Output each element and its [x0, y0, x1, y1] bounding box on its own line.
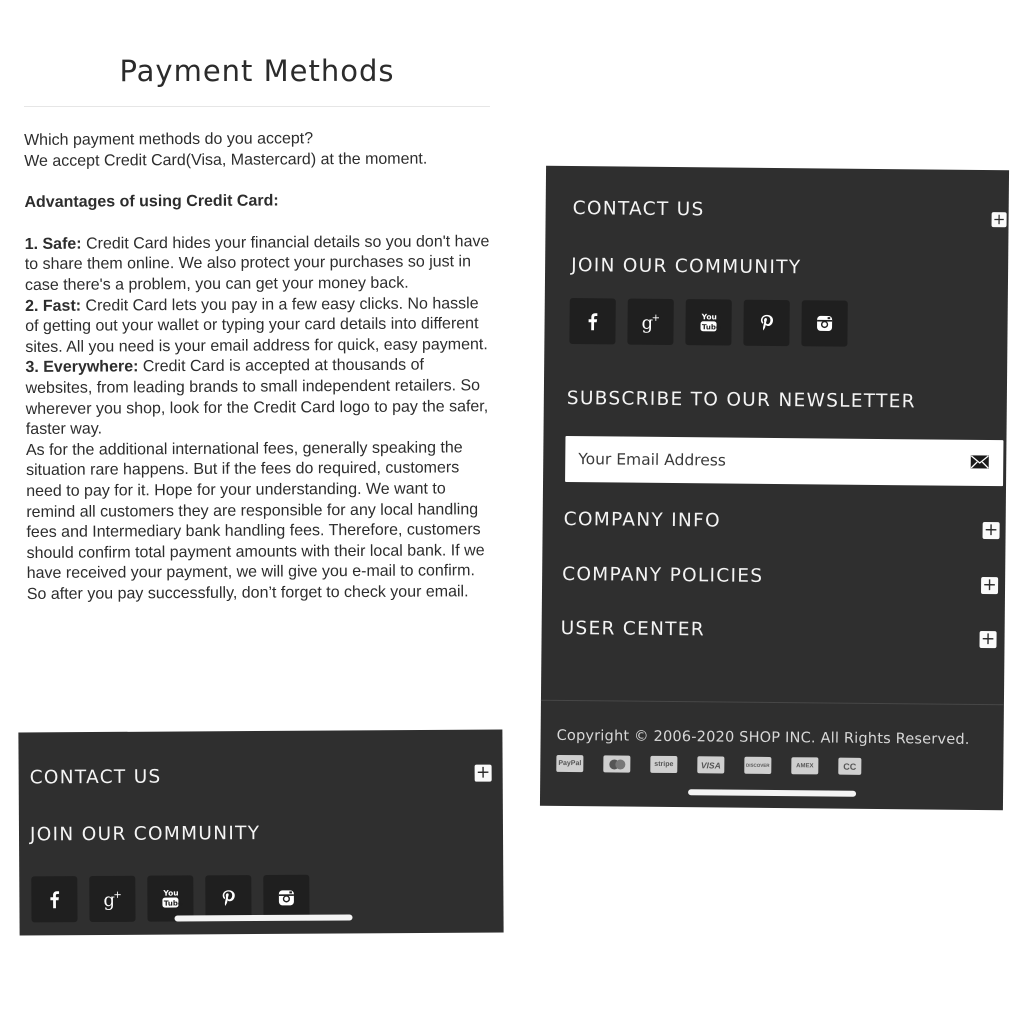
join-community-heading: JOIN OUR COMMUNITY [571, 255, 802, 279]
company-policies-expand-icon[interactable]: + [982, 575, 997, 596]
footer-divider [541, 700, 1004, 705]
home-indicator [688, 789, 856, 797]
paypal-logo: PayPal [556, 755, 583, 772]
footer-panel-left [18, 730, 503, 936]
contact-us-heading[interactable]: CONTACT US [29, 766, 162, 789]
company-info-expand-icon[interactable]: + [983, 520, 999, 541]
discover-logo: DISCOVER [744, 757, 771, 774]
instagram-icon[interactable] [801, 300, 847, 346]
page-title: Payment Methods [24, 54, 490, 107]
envelope-icon[interactable] [970, 453, 989, 472]
contact-us-expand-icon[interactable]: + [475, 762, 491, 783]
faq-answer: We accept Credit Card(Visa, Mastercard) at the moment. [24, 150, 428, 170]
social-links [569, 298, 847, 347]
company-info-heading[interactable]: COMPANY INFO [563, 508, 721, 532]
company-policies-heading[interactable]: COMPANY POLICIES [562, 563, 764, 587]
svg-text:+: + [651, 312, 661, 324]
svg-text:g: g [103, 889, 116, 911]
american-express-logo: AMEX [791, 757, 818, 774]
user-center-expand-icon[interactable]: + [980, 628, 996, 650]
contact-us-heading[interactable]: CONTACT US [572, 198, 705, 221]
svg-text:g: g [641, 312, 654, 334]
payment-article [24, 54, 490, 605]
contact-us-expand-icon[interactable]: + [992, 210, 1006, 229]
home-indicator [175, 914, 353, 921]
youtube-icon[interactable] [685, 299, 731, 345]
advantages-heading: Advantages of using Credit Card: [24, 192, 279, 212]
newsletter-form [565, 436, 1003, 486]
diners-club-logo: CC [838, 758, 861, 775]
svg-text:You: You [701, 312, 717, 322]
svg-text:+: + [113, 889, 122, 901]
article-body [24, 128, 493, 605]
email-input[interactable] [576, 449, 970, 473]
visa-logo: VISA [697, 756, 724, 773]
footer-panel-right [540, 166, 1009, 810]
join-community-heading: JOIN OUR COMMUNITY [29, 823, 261, 846]
advantage-safe: 1. Safe: Credit Card hides your financial details so you don't have to share them online. We also protect your purchases so just in case there's a problem, you can get your money back. [24, 232, 490, 294]
svg-text:Tube: Tube [163, 899, 183, 908]
copyright-text: Copyright © 2006-2020 SHOP INC. All Rights Reserved. [556, 727, 970, 748]
newsletter-heading: SUBSCRIBE TO OUR NEWSLETTER [566, 388, 916, 413]
mastercard-logo [603, 755, 630, 772]
svg-text:Tube: Tube [701, 323, 721, 332]
pinterest-icon[interactable] [743, 300, 789, 346]
google-plus-icon[interactable] [627, 299, 673, 345]
payment-logos [556, 755, 861, 775]
user-center-heading[interactable]: USER CENTER [560, 617, 706, 641]
faq-question: Which payment methods do you accept? [24, 130, 314, 149]
stripe-logo: stripe [650, 756, 677, 773]
facebook-icon[interactable] [569, 298, 615, 344]
advantage-fast: 2. Fast: Credit Card lets you pay in a few easy clicks. No hassle of getting out your wallet or typing your card details into different sites. All you need is your email address for quick, easy payment. [25, 294, 488, 356]
fees-paragraph: As for the additional international fees, generally speaking the situation rare happens. But if the fees do required, customers need to pay for it. Hope for your understanding. We want to remind all customers they are responsible for any local handling fees and Intermediary bank handling fees. Therefore, customers should confirm total payment amounts with their local bank. If we have received your payment, we will give you e-mail to confirm. So after you pay successfully, don’t forget to check your email. [25, 439, 485, 603]
advantage-everywhere: 3. Everywhere: Credit Card is accepted at thousands of websites, from leading brands to small independent retailers. So wherever you shop, look for the Credit Card logo to pay the safer, faster way. [25, 356, 489, 439]
google-plus-icon[interactable] [89, 876, 135, 922]
facebook-icon[interactable] [31, 876, 77, 922]
svg-text:You: You [163, 888, 179, 898]
